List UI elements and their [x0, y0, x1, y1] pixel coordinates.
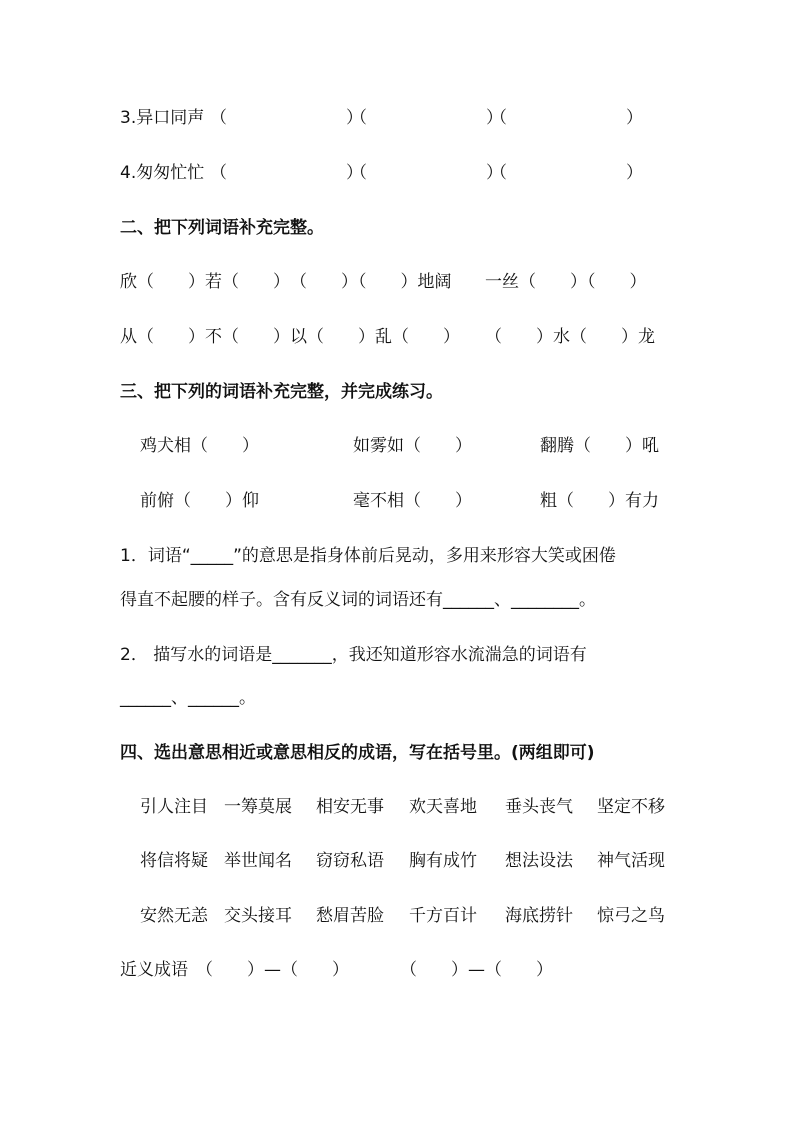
idiom-item: 窃窃私语	[316, 851, 384, 871]
idiom-item: 欢天喜地	[409, 797, 477, 817]
idiom-item: 神气活现	[597, 851, 665, 871]
q1-label: 3.异口同声	[120, 108, 205, 128]
idiom-fill-item[interactable]: 欣（ ）若（ ）	[120, 272, 290, 292]
synonym-label: 近义成语	[120, 960, 188, 980]
word-fill-item[interactable]: 前俯（ ）仰	[140, 491, 259, 511]
idiom-fill-item[interactable]: （ ）（ ）地阔	[290, 272, 452, 292]
idiom-item: 交头接耳	[224, 906, 292, 926]
idiom-item: 千方百计	[409, 906, 477, 926]
answer-blank[interactable]: （ ）	[350, 163, 503, 183]
idiom-item: 坚定不移	[597, 797, 665, 817]
idiom-item: 垂头丧气	[505, 797, 573, 817]
answer-blank[interactable]: （ ）	[350, 108, 503, 128]
section-heading: 三、把下列的词语补充完整，并完成练习。	[120, 382, 443, 402]
section-heading: 四、选出意思相近或意思相反的成语，写在括号里。(两组即可)	[120, 743, 595, 763]
idiom-item: 安然无恙	[140, 906, 208, 926]
idiom-fill-item[interactable]: 以（ ）乱（ ）	[290, 327, 460, 347]
idiom-fill-item[interactable]: 一丝（ ）（ ）	[485, 272, 647, 292]
word-fill-item[interactable]: 鸡犬相（ ）	[140, 436, 259, 456]
idiom-item: 惊弓之鸟	[597, 906, 665, 926]
exercise-question-2: 2． 描写水的词语是_______，我还知道形容水流湍急的词语有	[120, 645, 587, 665]
word-fill-item[interactable]: 粗（ ）有力	[540, 491, 659, 511]
idiom-item: 想法设法	[505, 851, 573, 871]
idiom-item: 胸有成竹	[409, 851, 477, 871]
q1-label: 4.匆匆忙忙	[120, 163, 205, 183]
answer-blank[interactable]: （ ）	[210, 108, 363, 128]
word-fill-item[interactable]: 如雾如（ ）	[353, 436, 472, 456]
word-fill-item[interactable]: 翻腾（ ）吼	[540, 436, 659, 456]
synonym-pair-blank[interactable]: （ ）—（ ）	[196, 960, 349, 980]
exercise-question-1: 1．词语“_____”的意思是指身体前后晃动，多用来形容大笑或困倦	[120, 546, 616, 566]
answer-blank[interactable]: （ ）	[490, 163, 643, 183]
idiom-item: 愁眉苦脸	[316, 906, 384, 926]
idiom-item: 相安无事	[316, 797, 384, 817]
idiom-item: 一筹莫展	[224, 797, 292, 817]
idiom-item: 将信将疑	[140, 851, 208, 871]
idiom-item: 海底捞针	[505, 906, 573, 926]
idiom-fill-item[interactable]: （ ）水（ ）龙	[485, 327, 655, 347]
section-heading: 二、把下列词语补充完整。	[120, 218, 324, 238]
answer-blank[interactable]: （ ）	[490, 108, 643, 128]
idiom-item: 举世闻名	[224, 851, 292, 871]
idiom-item: 引人注目	[140, 797, 208, 817]
answer-blank[interactable]: （ ）	[210, 163, 363, 183]
synonym-pair-blank[interactable]: （ ）—（ ）	[400, 960, 553, 980]
word-fill-item[interactable]: 毫不相（ ）	[353, 491, 472, 511]
exercise-question-2-cont: ______、______。	[120, 688, 256, 708]
idiom-fill-item[interactable]: 从（ ）不（ ）	[120, 327, 290, 347]
exercise-question-1-cont: 得直不起腰的样子。含有反义词的词语还有______、________。	[120, 590, 596, 610]
